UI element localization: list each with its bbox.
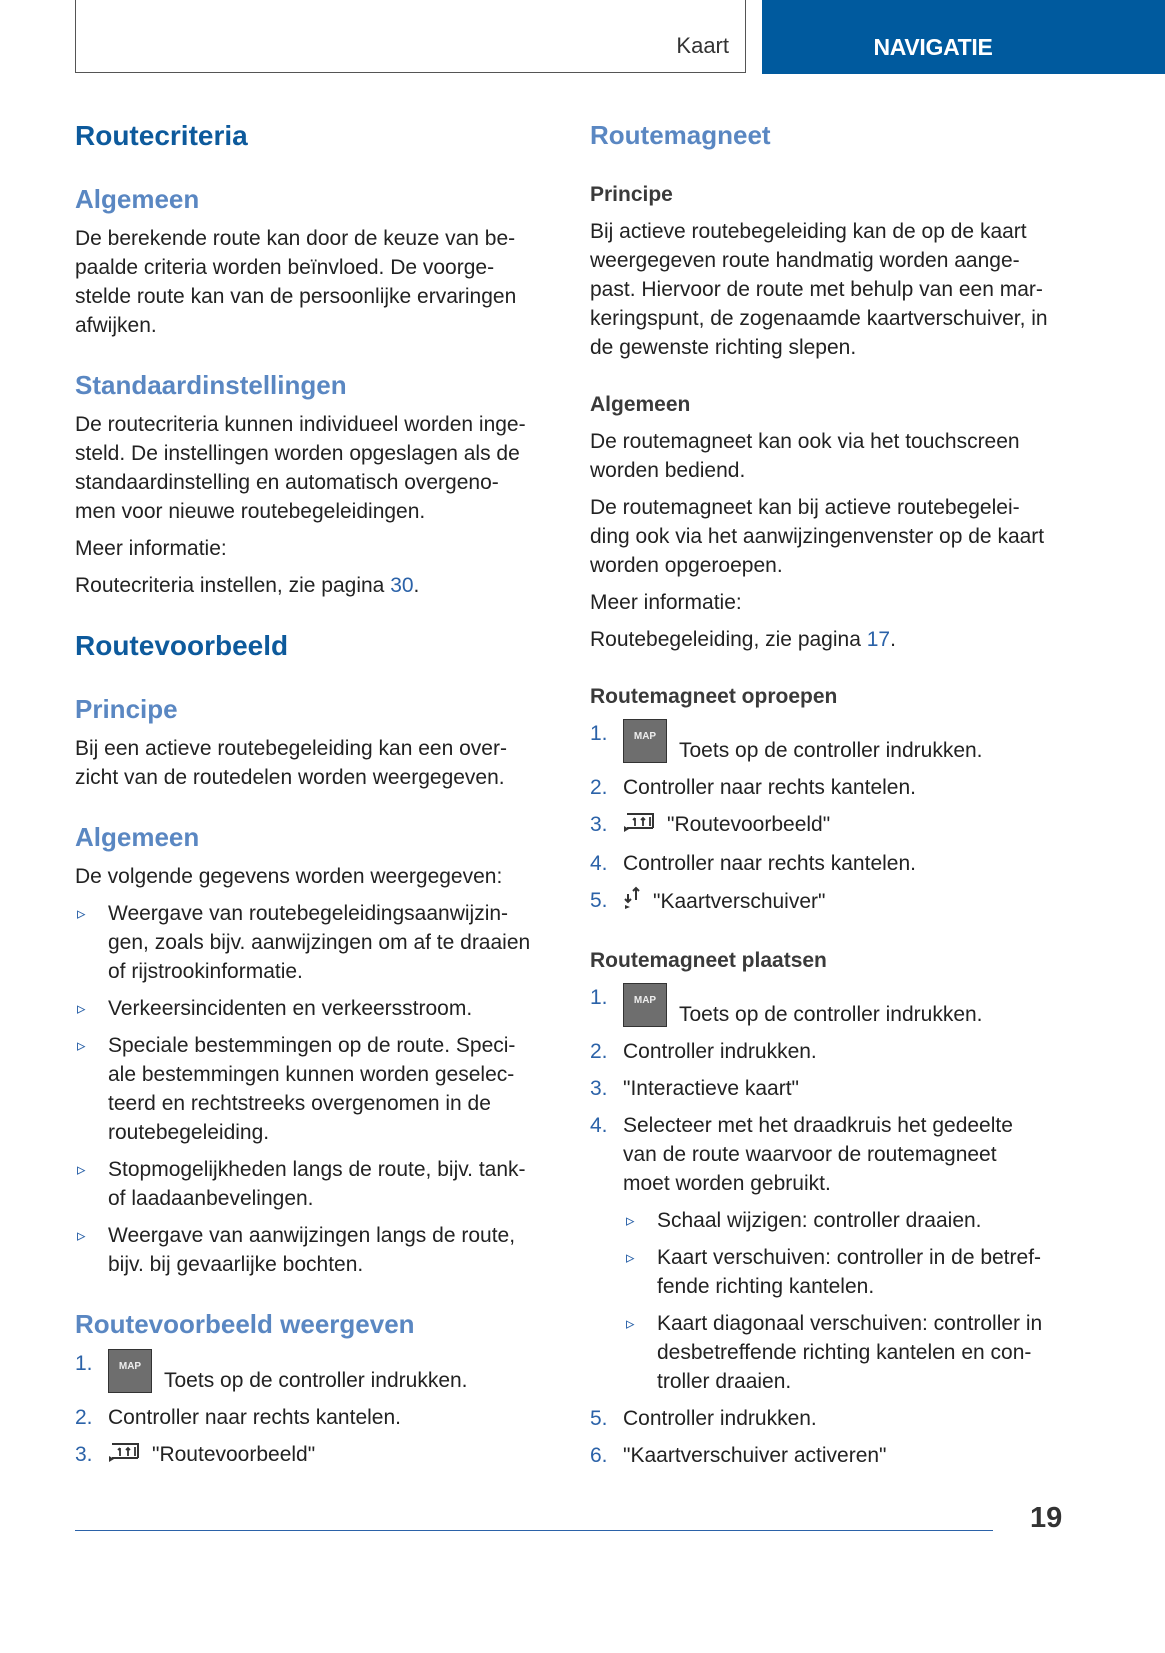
text-line: troller draaien. xyxy=(657,1370,792,1393)
text-line: zicht van de routedelen worden weergegeven. xyxy=(75,766,505,789)
text-line: De volgende gegevens worden weergegeven: xyxy=(75,865,503,888)
step-number: 1. xyxy=(590,986,608,1009)
bullet-icon: ▹ xyxy=(77,904,86,923)
step-item xyxy=(75,1440,565,1471)
text-line: afwijken. xyxy=(75,314,157,337)
bullet-item xyxy=(623,1309,1080,1396)
paragraph xyxy=(590,217,1080,362)
step-number: 2. xyxy=(590,776,608,799)
text-line: stelde route kan van de persoonlijke ervaringen xyxy=(75,285,517,308)
header-section-box xyxy=(75,0,746,73)
step-number: 3. xyxy=(590,1077,608,1100)
text-line: Controller naar rechts kantelen. xyxy=(108,1406,401,1429)
text-line: De routemagneet kan bij actieve routebegelei- xyxy=(590,496,1020,519)
chapter-tab xyxy=(762,0,1165,74)
text-line: "Routevoorbeeld" xyxy=(667,813,831,836)
step-item xyxy=(590,1404,1080,1433)
section-heading: Routecriteria xyxy=(75,120,248,151)
text-line: Meer informatie: xyxy=(590,591,742,614)
bullet-icon: ▹ xyxy=(626,1211,635,1230)
text-line: Stopmogelijkheden langs de route, bijv. tank- xyxy=(108,1158,526,1181)
cross-reference xyxy=(590,625,1080,654)
text-line: keringspunt, de zogenaamde kaartverschuiver, in xyxy=(590,307,1048,330)
paragraph xyxy=(75,862,565,891)
text-line: van de route waarvoor de routemagneet xyxy=(623,1143,997,1166)
subsection-heading: Standaardinstellingen xyxy=(75,370,347,400)
text-line: "Kaartverschuiver" xyxy=(653,890,826,913)
text-line: Bij een actieve routebegeleiding kan een over- xyxy=(75,737,507,760)
text-line: ale bestemmingen kunnen worden geselec- xyxy=(108,1063,515,1086)
text-line: gen, zoals bijv. aanwijzingen om af te draaien xyxy=(108,931,531,954)
map-button-label: MAP xyxy=(633,731,657,742)
paragraph xyxy=(75,410,565,526)
page-link[interactable]: 17 xyxy=(866,628,891,651)
text-line: Verkeersincidenten en verkeersstroom. xyxy=(108,997,473,1020)
bullet-icon: ▹ xyxy=(77,1226,86,1245)
section-title: Kaart xyxy=(676,33,729,58)
step-number: 5. xyxy=(590,1407,608,1430)
minor-heading: Routemagneet plaatsen xyxy=(590,949,827,972)
reference-text: Routebegeleiding, zie pagina xyxy=(590,628,867,651)
text-line: Controller indrukken. xyxy=(623,1407,817,1430)
paragraph xyxy=(590,493,1080,580)
step-item xyxy=(590,719,1080,765)
paragraph xyxy=(75,734,565,792)
map-button-label: MAP xyxy=(118,1361,142,1372)
step-number: 4. xyxy=(590,1114,608,1137)
step-number: 3. xyxy=(75,1443,93,1466)
paragraph xyxy=(75,534,565,563)
text-line: Weergave van routebegeleidingsaanwijzin- xyxy=(108,902,509,925)
text-line: bijv. bij gevaarlijke bochten. xyxy=(108,1253,364,1276)
page-link[interactable]: 30 xyxy=(390,574,414,597)
step-item xyxy=(590,1111,1080,1198)
reference-suffix: . xyxy=(890,628,896,651)
text-line: of rijstrookinformatie. xyxy=(108,960,303,983)
minor-heading: Algemeen xyxy=(590,393,691,416)
text-line: De berekende route kan door de keuze van be- xyxy=(75,227,516,250)
step-item xyxy=(75,1349,565,1395)
text-line: Toets op de controller indrukken. xyxy=(164,1369,468,1392)
text-line: Toets op de controller indrukken. xyxy=(679,1003,983,1026)
bullet-icon: ▹ xyxy=(77,999,86,1018)
text-line: standaardinstelling en automatisch overgeno- xyxy=(75,471,499,494)
bullet-item xyxy=(75,899,565,986)
text-line: moet worden gebruikt. xyxy=(623,1172,831,1195)
text-line: Weergave van aanwijzingen langs de route, xyxy=(108,1224,516,1247)
text-line: "Interactieve kaart" xyxy=(623,1077,799,1100)
bullet-item xyxy=(75,1155,565,1213)
minor-heading: Routemagneet oproepen xyxy=(590,685,838,708)
route-preview-icon xyxy=(108,1441,142,1471)
text-line: desbetreffende richting kantelen en con- xyxy=(657,1341,1032,1364)
left-column xyxy=(75,118,565,1471)
step-number: 5. xyxy=(590,889,608,912)
bullet-item xyxy=(623,1206,1080,1235)
right-column xyxy=(590,118,1080,1470)
text-line: paalde criteria worden beïnvloed. De voorge- xyxy=(75,256,495,279)
step-item xyxy=(590,886,1080,918)
text-line: Kaart verschuiven: controller in de betref- xyxy=(657,1246,1042,1269)
text-line: "Kaartverschuiver activeren" xyxy=(623,1444,887,1467)
text-line: worden bediend. xyxy=(590,459,746,482)
bullet-icon: ▹ xyxy=(626,1248,635,1267)
section-heading: Routevoorbeeld xyxy=(75,630,289,661)
footer-divider xyxy=(75,1530,993,1531)
step-number: 1. xyxy=(75,1352,93,1375)
step-item xyxy=(75,1403,565,1432)
step-item xyxy=(590,1441,1080,1470)
subsection-heading: Routevoorbeeld weergeven xyxy=(75,1309,415,1339)
map-button-icon xyxy=(623,983,667,1027)
text-line: of laadaanbevelingen. xyxy=(108,1187,314,1210)
map-button-icon xyxy=(108,1349,152,1393)
text-line: Selecteer met het draadkruis het gedeelte xyxy=(623,1114,1013,1137)
subsection-heading: Algemeen xyxy=(75,184,200,214)
subsection-heading: Principe xyxy=(75,694,178,724)
text-line: Bij actieve routebegeleiding kan de op de kaart xyxy=(590,220,1027,243)
step-item xyxy=(590,1074,1080,1103)
step-number: 2. xyxy=(590,1040,608,1063)
step-item xyxy=(590,1037,1080,1066)
reference-text: Routecriteria instellen, zie pagina xyxy=(75,574,391,597)
bullet-item xyxy=(75,1031,565,1147)
text-line: Controller naar rechts kantelen. xyxy=(623,776,916,799)
route-preview-icon xyxy=(623,811,657,841)
map-button-label: MAP xyxy=(633,995,657,1006)
step-item xyxy=(590,849,1080,878)
text-line: steld. De instellingen worden opgeslagen als de xyxy=(75,442,520,465)
paragraph xyxy=(590,588,1080,617)
step-number: 2. xyxy=(75,1406,93,1429)
step-item xyxy=(590,773,1080,802)
map-button-icon xyxy=(623,719,667,763)
minor-heading: Principe xyxy=(590,183,673,206)
text-line: fende richting kantelen. xyxy=(657,1275,875,1298)
text-line: De routemagneet kan ook via het touchscreen xyxy=(590,430,1020,453)
reference-suffix: . xyxy=(413,574,420,597)
paragraph xyxy=(75,224,565,340)
text-line: Controller naar rechts kantelen. xyxy=(623,852,916,875)
page-number: 19 xyxy=(1030,1502,1063,1534)
bullet-icon: ▹ xyxy=(77,1036,86,1055)
step-number: 4. xyxy=(590,852,608,875)
bullet-item xyxy=(75,1221,565,1279)
text-line: teerd en rechtstreeks overgenomen in de xyxy=(108,1092,491,1115)
step-number: 6. xyxy=(590,1444,608,1467)
subsection-heading: Routemagneet xyxy=(590,120,771,150)
text-line: men voor nieuwe routebegeleidingen. xyxy=(75,500,426,523)
step-number: 1. xyxy=(590,722,608,745)
step-item xyxy=(590,983,1080,1029)
step-number: 3. xyxy=(590,813,608,836)
step-item xyxy=(590,810,1080,841)
bullet-item xyxy=(75,994,565,1023)
cross-reference xyxy=(75,571,565,600)
text-line: Toets op de controller indrukken. xyxy=(679,739,983,762)
text-line: worden opgeroepen. xyxy=(590,554,783,577)
text-line: Schaal wijzigen: controller draaien. xyxy=(657,1209,982,1232)
bullet-icon: ▹ xyxy=(77,1160,86,1179)
text-line: ding ook via het aanwijzingenvenster op de kaart xyxy=(590,525,1045,548)
text-line: Meer informatie: xyxy=(75,537,227,560)
chapter-title: NAVIGATIE xyxy=(873,34,993,60)
text-line: Kaart diagonaal verschuiven: controller in xyxy=(657,1312,1043,1335)
subsection-heading: Algemeen xyxy=(75,822,200,852)
text-line: Speciale bestemmingen op de route. Speci- xyxy=(108,1034,516,1057)
bullet-icon: ▹ xyxy=(626,1314,635,1333)
text-line: Controller indrukken. xyxy=(623,1040,817,1063)
paragraph xyxy=(590,427,1080,485)
map-shifter-icon xyxy=(623,886,643,918)
text-line: weergegeven route handmatig worden aange- xyxy=(590,249,1020,272)
bullet-item xyxy=(623,1243,1080,1301)
text-line: routebegeleiding. xyxy=(108,1121,270,1144)
text-line: past. Hiervoor de route met behulp van een mar- xyxy=(590,278,1043,301)
text-line: "Routevoorbeeld" xyxy=(152,1443,316,1466)
text-line: de gewenste richting slepen. xyxy=(590,336,857,359)
text-line: De routecriteria kunnen individueel worden inge- xyxy=(75,413,526,436)
